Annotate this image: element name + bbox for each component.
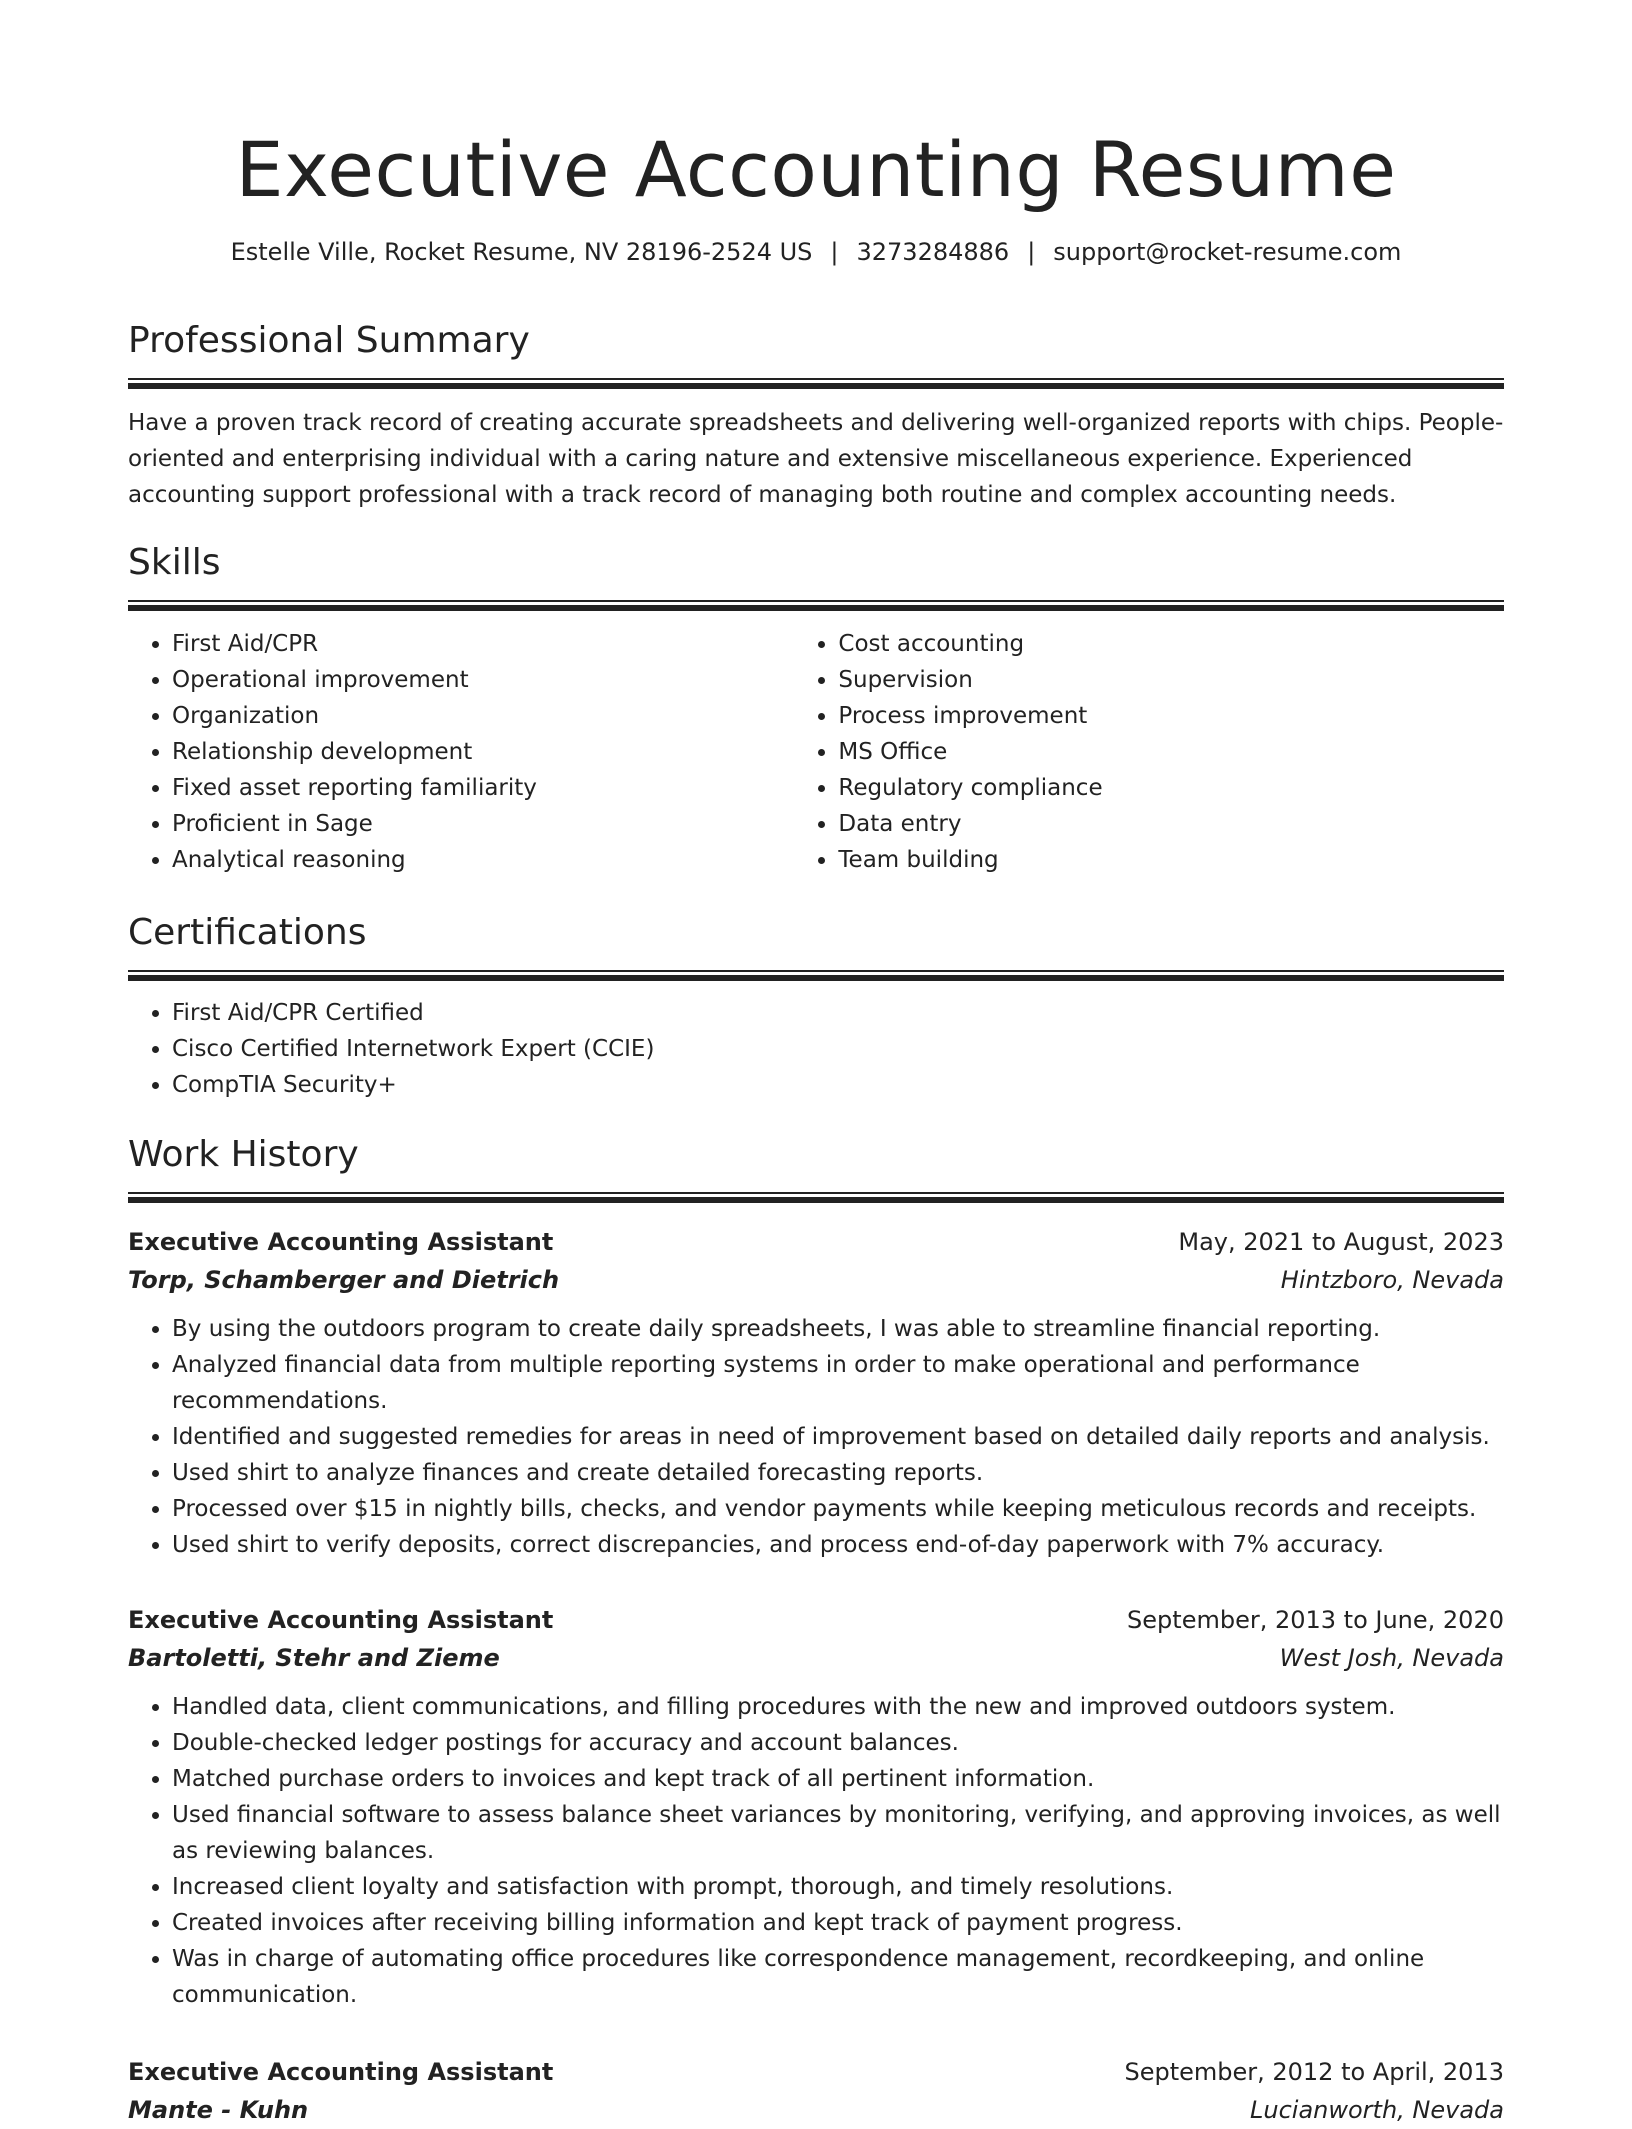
job-subheader: [128, 2091, 1504, 2129]
job-location: Hintzboro, Nevada: [1280, 1266, 1504, 1294]
job-company: Bartoletti, Stehr and Zieme: [128, 1644, 500, 1672]
list-item: • Identified and suggested remedies for areas in need of improvement based on detailed daily reports and analysis.: [172, 1419, 1504, 1455]
section-divider: [128, 1192, 1504, 1203]
job-title: Executive Accounting Assistant: [128, 2058, 554, 2086]
contact-email: support@rocket-resume.com: [1053, 238, 1402, 266]
job-dates: September, 2012 to April, 2013: [1124, 2058, 1504, 2086]
list-item: • Regulatory compliance: [838, 770, 1504, 806]
section-divider: [128, 378, 1504, 389]
skills-columns: [128, 626, 1504, 878]
skills-section: [128, 540, 1504, 878]
list-item: • Process improvement: [838, 698, 1504, 734]
list-item: • MS Office: [838, 734, 1504, 770]
list-item: • Relationship development: [172, 734, 794, 770]
job-location: West Josh, Nevada: [1279, 1644, 1504, 1672]
list-item: • Operational improvement: [172, 662, 794, 698]
list-item: • Cisco Certified Internetwork Expert (CCIE): [172, 1031, 1504, 1067]
certifications-list: [128, 995, 1504, 1103]
job-dates: May, 2021 to August, 2023: [1178, 1228, 1504, 1256]
list-item: • First Aid/CPR: [172, 626, 794, 662]
contact-phone: 3273284886: [856, 238, 1010, 266]
list-item: • Processed over $15 in nightly bills, checks, and vendor payments while keeping meticulous records and receipts.: [172, 1491, 1504, 1527]
section-divider: [128, 970, 1504, 981]
job-entry: [128, 1601, 1504, 2013]
list-item: • Team building: [838, 842, 1504, 878]
contact-separator: |: [830, 238, 839, 266]
list-item: • Used shirt to analyze finances and create detailed forecasting reports.: [172, 1455, 1504, 1491]
section-heading-summary: Professional Summary: [128, 320, 530, 361]
list-item: • Data entry: [838, 806, 1504, 842]
contact-separator: |: [1027, 238, 1036, 266]
list-item: • CompTIA Security+: [172, 1067, 1504, 1103]
summary-text: Have a proven track record of creating accurate spreadsheets and delivering well-organized reports with chips. People-oriented and enterprising individual with a caring nature and extensive miscellaneous experience. Experienced accounting support professional with a track record of managing both routine and complex accounting needs.: [128, 410, 1504, 508]
job-title: Executive Accounting Assistant: [128, 1606, 554, 1634]
contact-address: Estelle Ville, Rocket Resume, NV 28196-2524 US: [230, 238, 813, 266]
list-item: • Used financial software to assess balance sheet variances by monitoring, verifying, and approving invoices, as well as reviewing balances.: [172, 1797, 1504, 1869]
contact-line: [128, 236, 1504, 268]
section-heading-work-history: Work History: [128, 1134, 359, 1175]
skills-list-left: [128, 626, 794, 878]
section-heading-skills: Skills: [128, 542, 221, 583]
list-item: • Fixed asset reporting familiarity: [172, 770, 794, 806]
section-heading-certifications: Certifications: [128, 912, 367, 953]
list-item: • Matched purchase orders to invoices and kept track of all pertinent information.: [172, 1761, 1504, 1797]
summary-section: [128, 318, 1504, 513]
list-item: • Was in charge of automating office procedures like correspondence management, recordkeeping, and online communication.: [172, 1941, 1504, 2013]
work-history-section: [128, 1132, 1504, 1203]
list-item: • Double-checked ledger postings for accuracy and account balances.: [172, 1725, 1504, 1761]
list-item: • Organization: [172, 698, 794, 734]
list-item: • Analyzed financial data from multiple reporting systems in order to make operational and performance recommendations.: [172, 1347, 1504, 1419]
job-title: Executive Accounting Assistant: [128, 1228, 554, 1256]
list-item: • Increased client loyalty and satisfaction with prompt, thorough, and timely resolutions.: [172, 1869, 1504, 1905]
resume-title: Executive Accounting Resume: [235, 125, 1397, 214]
job-company: Torp, Schamberger and Dietrich: [128, 1266, 560, 1294]
list-item: • Proficient in Sage: [172, 806, 794, 842]
job-bullet-list: [128, 1689, 1504, 2013]
section-divider: [128, 600, 1504, 611]
job-company: Mante - Kuhn: [128, 2096, 309, 2124]
list-item: • First Aid/CPR Certified: [172, 995, 1504, 1031]
list-item: • Created invoices after receiving billing information and kept track of payment progress.: [172, 1905, 1504, 1941]
job-entry: [128, 1223, 1504, 1563]
job-subheader: [128, 1639, 1504, 1677]
job-bullet-list: [128, 1311, 1504, 1563]
list-item: • Used shirt to verify deposits, correct discrepancies, and process end-of-day paperwork with 7% accuracy.: [172, 1527, 1504, 1563]
job-header: [128, 1601, 1504, 1639]
list-item: • Analytical reasoning: [172, 842, 794, 878]
skills-list-right: [794, 626, 1504, 878]
job-dates: September, 2013 to June, 2020: [1127, 1606, 1504, 1634]
resume-page: [128, 0, 1504, 2124]
list-item: • Cost accounting: [838, 626, 1504, 662]
certifications-section: [128, 910, 1504, 1103]
job-header: [128, 2053, 1504, 2091]
job-subheader: [128, 1261, 1504, 1299]
job-header: [128, 1223, 1504, 1261]
job-entry: [128, 2053, 1504, 2129]
list-item: • Supervision: [838, 662, 1504, 698]
list-item: • By using the outdoors program to create daily spreadsheets, I was able to streamline financial reporting.: [172, 1311, 1504, 1347]
list-item: • Handled data, client communications, and filling procedures with the new and improved outdoors system.: [172, 1689, 1504, 1725]
job-location: Lucianworth, Nevada: [1250, 2096, 1504, 2124]
